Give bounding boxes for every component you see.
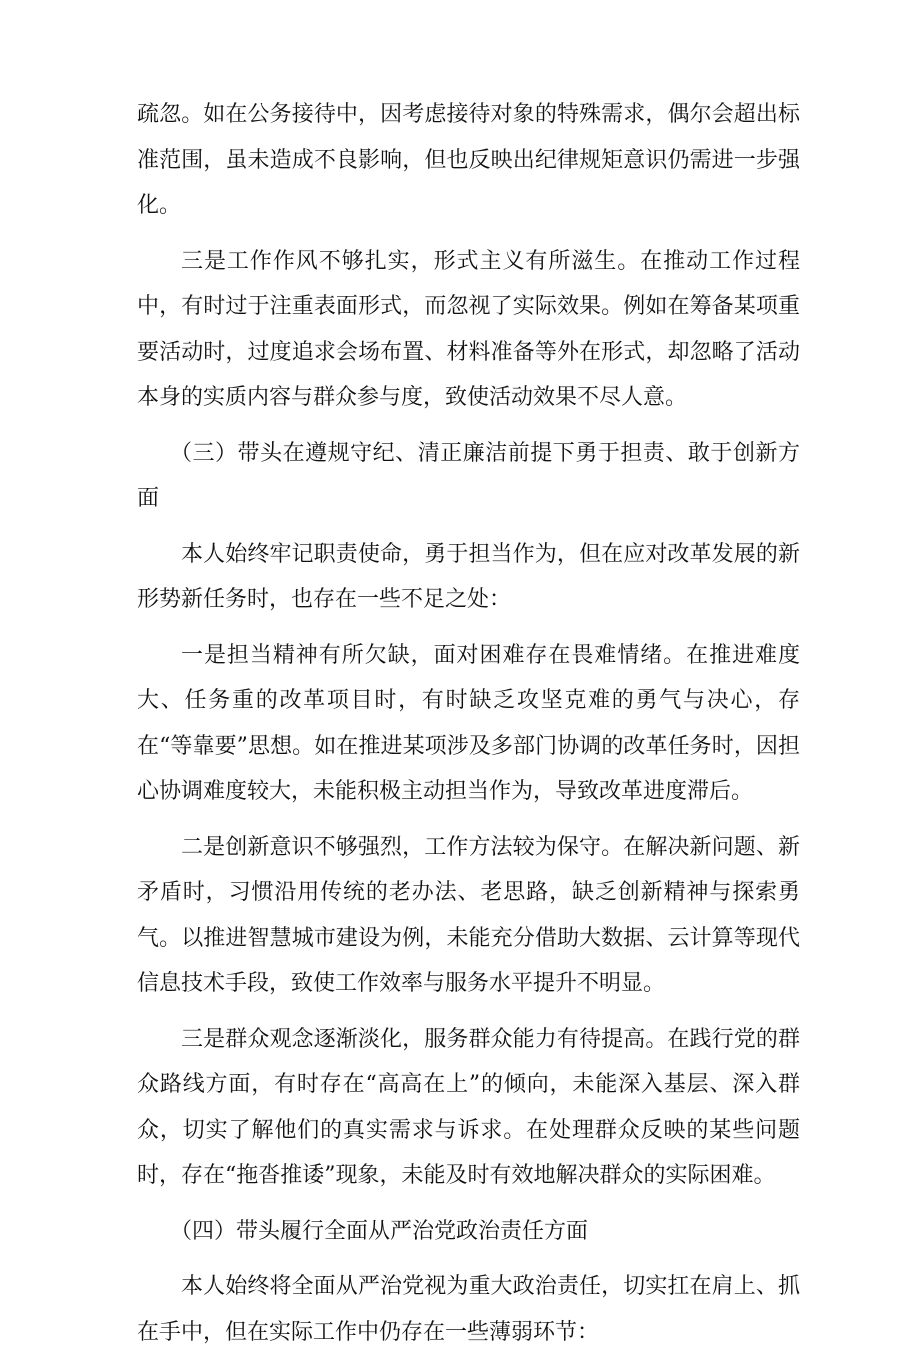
document-page <box>137 92 800 1355</box>
section-heading-4: （四）带头履行全面从严治党政治责任方面 <box>170 1218 589 1244</box>
paragraph-point-1: 一是担当精神有所欠缺，面对困难存在畏难情绪。在推进难度大、任务重的改革项目时，有时缺乏攻坚克难的勇气与决心，存在“等靠要”思想。如在推进某项涉及多部门协调的改革任务时，因担心协调难度较大，未能积极主动担当作为，导致改革进度滞后。 <box>137 642 800 804</box>
paragraph-point-2: 二是创新意识不够强烈，工作方法较为保守。在解决新问题、新矛盾时，习惯沿用传统的老办法、老思路，缺乏创新精神与探索勇气。以推进智慧城市建设为例，未能充分借助大数据、云计算等现代信息技术手段，致使工作效率与服务水平提升不明显。 <box>137 834 800 996</box>
paragraph-intro-4: 本人始终将全面从严治党视为重大政治责任，切实扛在肩上、抓在手中，但在实际工作中仍存在一些薄弱环节： <box>137 1274 800 1345</box>
paragraph-intro-3: 本人始终牢记职责使命，勇于担当作为，但在应对改革发展的新形势新任务时，也存在一些不足之处： <box>137 541 800 612</box>
section-heading-3: （三）带头在遵规守纪、清正廉洁前提下勇于担责、敢于创新方面 <box>137 440 800 511</box>
paragraph-point-3: 三是群众观念逐渐淡化，服务群众能力有待提高。在践行党的群众路线方面，有时存在“高高在上”的倾向，未能深入基层、深入群众，切实了解他们的真实需求与诉求。在处理群众反映的某些问题时，存在“拖沓推诿”现象，未能及时有效地解决群众的实际困难。 <box>137 1026 800 1188</box>
paragraph-work-style: 三是工作作风不够扎实，形式主义有所滋生。在推动工作过程中，有时过于注重表面形式，而忽视了实际效果。例如在筹备某项重要活动时，过度追求会场布置、材料准备等外在形式，却忽略了活动本身的实质内容与群众参与度，致使活动效果不尽人意。 <box>137 248 800 410</box>
paragraph-continuation: 疏忽。如在公务接待中，因考虑接待对象的特殊需求，偶尔会超出标准范围，虽未造成不良影响，但也反映出纪律规矩意识仍需进一步强化。 <box>137 102 800 218</box>
